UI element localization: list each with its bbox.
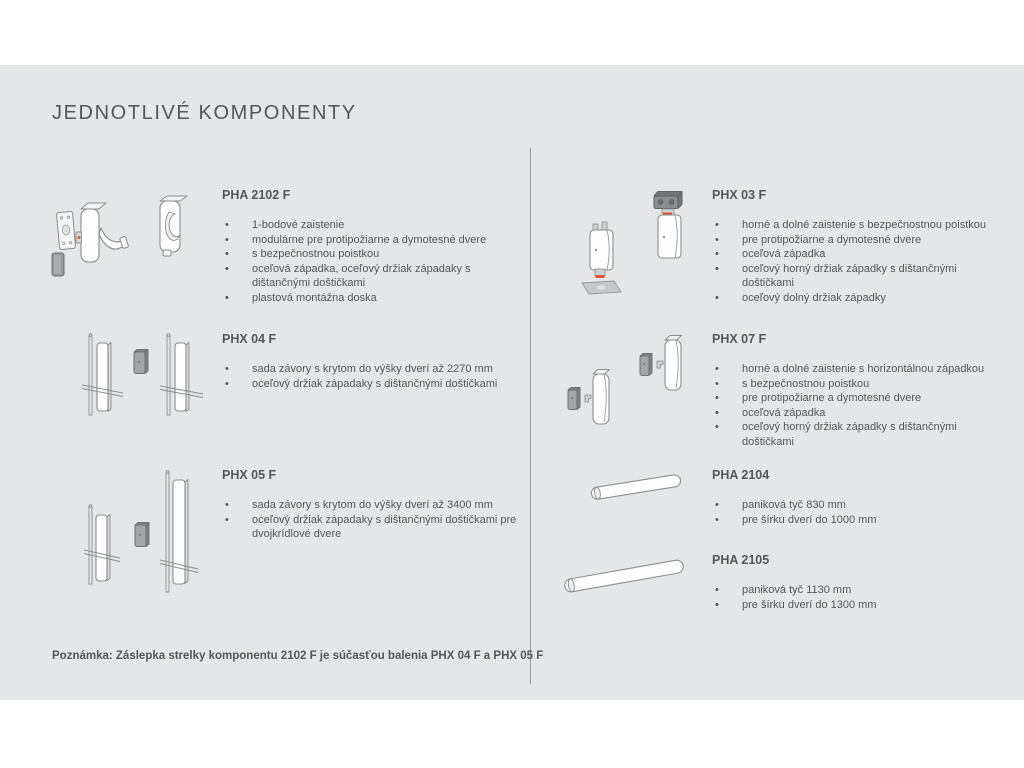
bullet-item: • plastová montážna doska bbox=[222, 291, 517, 306]
pha-2104-illustration bbox=[586, 470, 686, 504]
bullet-item: • oceľová západka bbox=[712, 247, 1010, 262]
phx-04-f-illustration bbox=[82, 330, 207, 422]
phx-07-f-illustration bbox=[564, 332, 686, 428]
product-block-phx-07-f bbox=[712, 332, 1010, 450]
product-bullets bbox=[712, 498, 1010, 527]
bullet-item: • oceľová západka bbox=[712, 406, 1010, 421]
bullet-item: • oceľový držiak západaky s dištančnými doštičkami bbox=[222, 377, 517, 392]
bullet-item: • pre protipožiarne a dymotesné dvere bbox=[712, 233, 1010, 248]
product-block-pha-2102-f bbox=[222, 188, 517, 306]
product-bullets bbox=[712, 583, 1010, 612]
product-block-phx-04-f bbox=[222, 332, 517, 391]
column-divider bbox=[530, 148, 531, 684]
product-block-phx-03-f bbox=[712, 188, 1010, 306]
bullet-item: • oceľový držiak západaky s dištančnými doštičkami pre dvojkrídlové dvere bbox=[222, 513, 517, 542]
bullet-item: • pre protipožiarne a dymotesné dvere bbox=[712, 391, 1010, 406]
bullet-item: • 1-bodové zaistenie bbox=[222, 218, 517, 233]
phx-05-f-illustration bbox=[84, 468, 199, 596]
bullet-item: • oceľová západka, oceľový držiak západaky s dištančnými doštičkami bbox=[222, 262, 517, 291]
product-block-pha-2104 bbox=[712, 468, 1010, 527]
product-block-pha-2105 bbox=[712, 553, 1010, 612]
product-code: PHX 05 F bbox=[222, 468, 277, 482]
bullet-item: • sada závory s krytom do výšky dverí až 3400 mm bbox=[222, 498, 517, 513]
bullet-item: • horné a dolné zaistenie s bezpečnostnou poistkou bbox=[712, 218, 1010, 233]
product-bullets bbox=[712, 218, 1010, 306]
bullet-item: • pre šírku dverí do 1300 mm bbox=[712, 598, 1010, 613]
bullet-item: • oceľový horný držiak západky s dištančnými doštičkami bbox=[712, 420, 1010, 449]
bullet-item: • sada závory s krytom do výšky dverí až 2270 mm bbox=[222, 362, 517, 377]
page-title: JEDNOTLIVÉ KOMPONENTY bbox=[52, 102, 357, 124]
bullet-item: • oceľový horný držiak západky s dištančnými doštičkami bbox=[712, 262, 1010, 291]
bullet-item: • modulárne pre protipožiarne a dymotesné dvere bbox=[222, 233, 517, 248]
bullet-item: • horné a dolné zaistenie s horizontálnou západkou bbox=[712, 362, 1010, 377]
product-code: PHX 07 F bbox=[712, 332, 767, 346]
product-code: PHX 03 F bbox=[712, 188, 767, 202]
bullet-item: • oceľový dolný držiak západky bbox=[712, 291, 1010, 306]
product-bullets bbox=[222, 362, 517, 391]
product-block-phx-05-f bbox=[222, 468, 517, 542]
product-code: PHA 2105 bbox=[712, 553, 770, 567]
product-code: PHA 2104 bbox=[712, 468, 770, 482]
bullet-item: • pre šírku dverí do 1000 mm bbox=[712, 513, 1010, 528]
pha-2105-illustration bbox=[562, 552, 686, 600]
phx-03-f-illustration bbox=[578, 188, 688, 300]
product-code: PHX 04 F bbox=[222, 332, 277, 346]
bullet-item: • s bezpečnostnou poistkou bbox=[712, 377, 1010, 392]
footnote: Poznámka: Záslepka strelky komponentu 2102 F je súčasťou balenia PHX 04 F a PHX 05 F bbox=[52, 650, 544, 662]
product-bullets bbox=[222, 498, 517, 542]
product-code: PHA 2102 F bbox=[222, 188, 291, 202]
product-bullets bbox=[712, 362, 1010, 450]
bullet-item: • paniková tyč 1130 mm bbox=[712, 583, 1010, 598]
bullet-item: • s bezpečnostnou poistkou bbox=[222, 247, 517, 262]
product-bullets bbox=[222, 218, 517, 306]
bullet-item: • paniková tyč 830 mm bbox=[712, 498, 1010, 513]
pha-2102-f-illustration bbox=[48, 192, 198, 282]
